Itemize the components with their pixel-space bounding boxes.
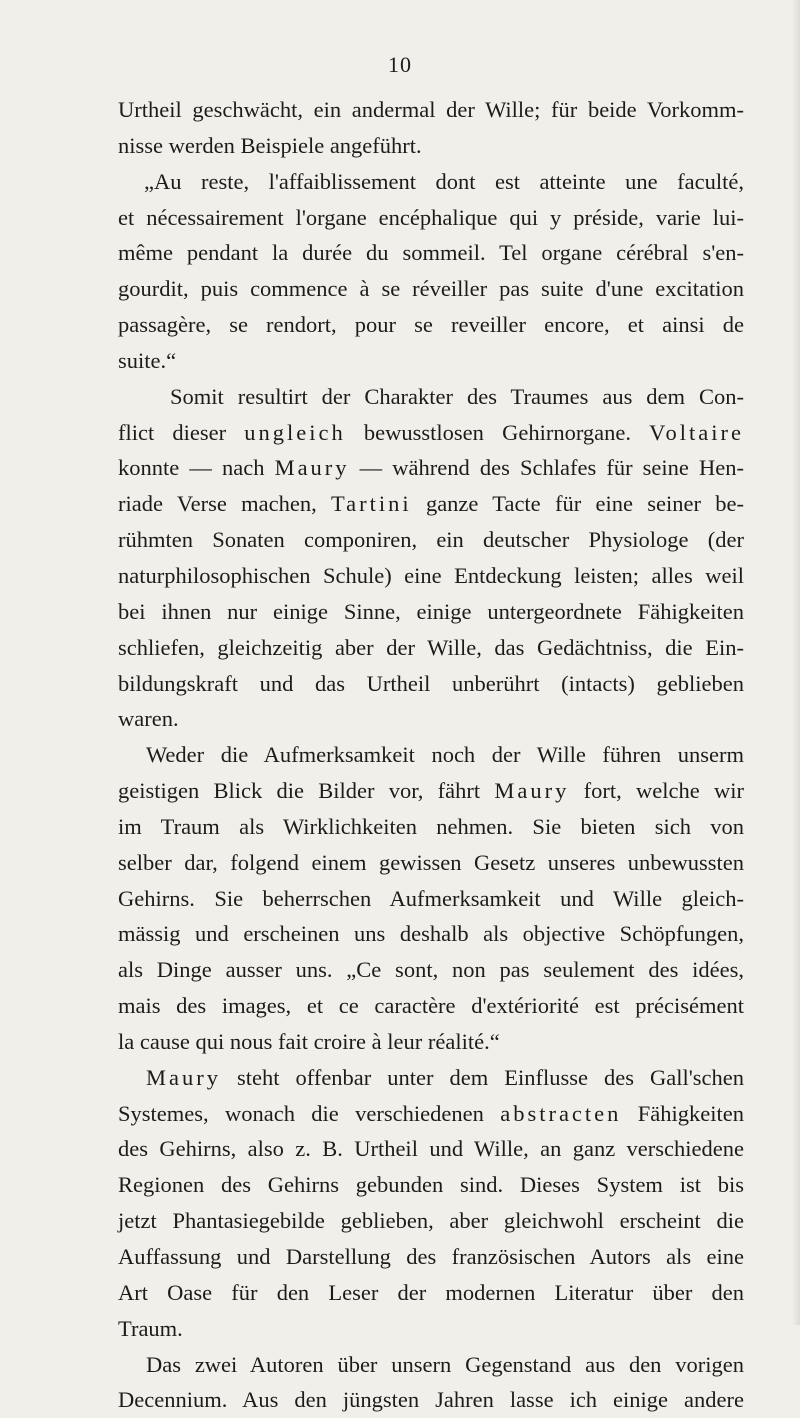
- emphasis: Maury: [146, 1064, 221, 1090]
- emphasis: Maury: [274, 455, 350, 481]
- text-line: bildungskraft und das Urtheil unberührt (intacts) geblieben: [118, 670, 744, 696]
- body-text: [118, 92, 744, 1418]
- text-line: im Traum als Wirklichkeiten nehmen. Sie bieten sich von: [118, 813, 744, 839]
- text-line: passagère, se rendort, pour se reveiller encore, et ainsi de: [118, 312, 744, 338]
- text-line: jetzt Phantasiegebilde geblieben, aber gleichwohl erscheint die: [118, 1208, 744, 1234]
- text-line: Auffassung und Darstellung des französischen Autors als eine: [118, 1244, 744, 1269]
- text-line: geistigen Blick die Bilder vor, fährt Maury fort, welche wir: [118, 778, 744, 804]
- text-line: „Au reste, l'affaiblissement dont est atteinte une faculté,: [144, 168, 744, 194]
- text-line: bei ihnen nur einige Sinne, einige untergeordnete Fähigkeiten: [118, 598, 744, 624]
- text-line: Decennium. Aus den jüngsten Jahren lasse ich einige andere: [118, 1387, 744, 1413]
- emphasis: Voltaire: [649, 419, 744, 445]
- text-line: flict dieser ungleich bewusstlosen Gehirnorgane. Voltaire: [118, 419, 744, 445]
- text-line: et nécessairement l'organe encéphalique qui y préside, varie lui-: [118, 204, 744, 230]
- text-line: Regionen des Gehirns gebunden sind. Dieses System ist bis: [118, 1172, 744, 1198]
- text-line: rühmten Sonaten componiren, ein deutscher Physiologe (der: [118, 527, 744, 553]
- emphasis: ungleich: [244, 419, 346, 445]
- text-line: konnte — nach Maury — während des Schlafes für seine Hen-: [118, 455, 744, 481]
- text-line: suite.“: [118, 347, 177, 373]
- text-line: Weder die Aufmerksamkeit noch der Wille führen unserm: [146, 742, 744, 768]
- text-line: Das zwei Autoren über unsern Gegenstand aus den vorigen: [146, 1351, 744, 1377]
- text-line: nisse werden Beispiele angeführt.: [118, 132, 422, 158]
- text-line: schliefen, gleichzeitig aber der Wille, das Gedächtniss, die Ein-: [118, 634, 744, 660]
- emphasis: Tartini: [331, 491, 412, 517]
- text-line: mässig und erscheinen uns deshalb als objective Schöpfungen,: [118, 921, 744, 947]
- emphasis: Maury: [494, 778, 570, 804]
- text-line: Urtheil geschwächt, ein andermal der Wille; für beide Vorkomm-: [118, 97, 744, 122]
- text-line: Systemes, wonach die verschiedenen abstracten Fähigkeiten: [118, 1100, 744, 1126]
- text-line: als Dinge ausser uns. „Ce sont, non pas seulement des idées,: [118, 957, 744, 983]
- text-line: la cause qui nous fait croire à leur réalité.“: [118, 1028, 500, 1054]
- text-line: selber dar, folgend einem gewissen Gesetz unseres unbewussten: [118, 849, 744, 875]
- text-line: naturphilosophischen Schule) eine Entdeckung leisten; alles weil: [118, 562, 744, 588]
- text-line: waren.: [118, 706, 179, 732]
- text-line: Somit resultirt der Charakter des Traumes aus dem Con-: [170, 383, 744, 409]
- page-edge: [792, 0, 800, 1325]
- text-line: Maury steht offenbar unter dem Einflusse des Gall'schen: [146, 1064, 744, 1090]
- text-line: même pendant la durée du sommeil. Tel organe cérébral s'en-: [118, 240, 744, 266]
- emphasis: abstracten: [500, 1100, 622, 1126]
- text-line: Art Oase für den Leser der modernen Literatur über den: [118, 1279, 744, 1305]
- text-line: des Gehirns, also z. B. Urtheil und Wille, an ganz verschiedene: [118, 1136, 744, 1162]
- text-line: gourdit, puis commence à se réveiller pas suite d'une excitation: [118, 276, 744, 302]
- text-line: Traum.: [118, 1315, 183, 1341]
- page-number: 10: [388, 52, 412, 77]
- text-line: riade Verse machen, Tartini ganze Tacte für eine seiner be-: [118, 491, 744, 517]
- text-line: mais des images, et ce caractère d'extériorité est précisément: [118, 993, 744, 1019]
- text-line: Gehirns. Sie beherrschen Aufmerksamkeit und Wille gleich-: [118, 885, 744, 911]
